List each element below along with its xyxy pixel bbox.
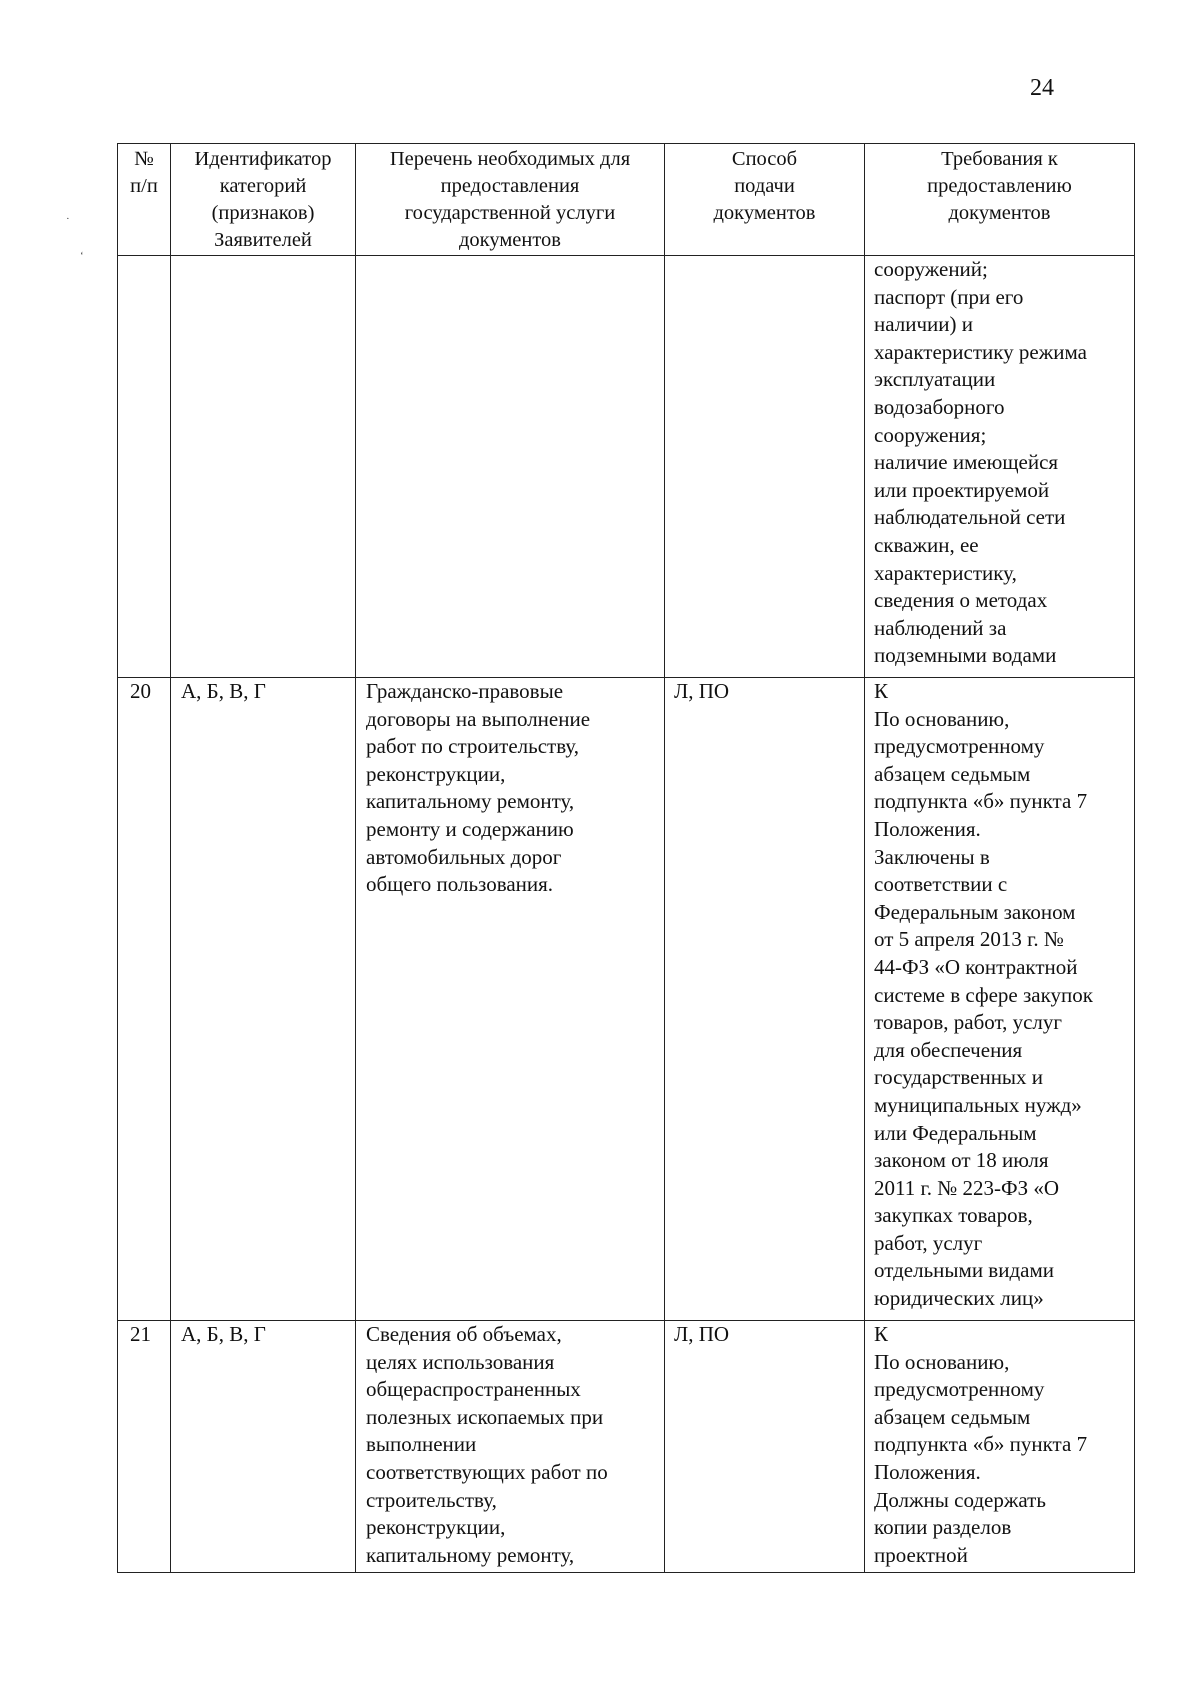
table-header-row [118,144,1135,256]
scan-mark: · [66,213,70,225]
cell-text-line: работ по строительству, [366,734,580,759]
cell-text-line: характеристику, [874,560,1017,585]
cell-text-line: категорий [219,175,307,197]
cell-text-line: Положения. [874,816,981,841]
cell-text-line: государственных и [874,1065,1044,1090]
cell-text-line: Гражданско-правовые [366,679,564,703]
cell-text-line: товаров, работ, услуг [874,1010,1063,1035]
row-requirements [865,1321,1135,1573]
cell-text-line: Идентификатор [194,148,332,170]
row-method [665,256,865,678]
cell-text-line: подпункта «б» пункта 7 [874,789,1088,814]
cell-text-line: документов [713,202,816,224]
header-required-documents [356,144,665,256]
cell-text-line: водозаборного [874,394,1005,419]
page-number: 24 [1030,75,1054,101]
cell-text-line: юридических лиц» [874,1286,1044,1311]
cell-text-line: наличии) и [874,312,973,337]
cell-text-line: соответствии с [874,872,1008,897]
cell-text-line: наличие имеющейся [874,450,1059,475]
cell-text-line: целях использования [366,1349,555,1374]
table-row [118,678,1135,1321]
cell-text-line: общего пользования. [366,872,554,897]
cell-text-line: подачи [734,175,795,197]
row-requirements [865,678,1135,1321]
cell-text-line: копии разделов [874,1515,1012,1540]
header-category-identifier [171,144,356,256]
cell-text-line: сведения о методах [874,588,1048,613]
cell-text-line: По основанию, [874,1349,1010,1374]
cell-text-line: муниципальных нужд» [874,1092,1082,1117]
cell-text-line: 44-ФЗ «О контрактной [874,954,1078,979]
row-number: 21 [118,1321,171,1573]
cell-text-line: полезных ископаемых при [366,1404,604,1429]
cell-text-line: ремонту и содержанию [366,816,574,841]
row-category: А, Б, В, Г [171,1321,356,1573]
row-category [171,256,356,678]
row-documents [356,256,665,678]
cell-text-line: сооружений; [874,257,988,281]
cell-text-line: предоставлению [927,175,1072,197]
documents-table [117,143,1135,1573]
row-number [118,256,171,678]
cell-text-line: реконструкции, [366,1515,506,1540]
cell-text-line: Способ [731,148,798,170]
cell-text-line: наблюдательной сети [874,505,1066,530]
cell-text-line: или проектируемой [874,477,1050,502]
cell-text-line: Заключены в [874,844,990,869]
table-row [118,256,1135,678]
cell-text-line: государственной услуги [404,202,616,224]
cell-text-line: Федеральным законом [874,899,1076,924]
cell-text-line: документов [459,229,561,251]
cell-text-line: 2011 г. № 223-ФЗ «О [874,1175,1060,1200]
cell-text-line: соответствующих работ по [366,1459,608,1484]
cell-text-line: сооружения; [874,422,987,447]
cell-text-line: эксплуатации [874,367,996,392]
row-method: Л, ПО [665,678,865,1321]
header-submission-method [665,144,865,256]
cell-text-line: К [874,1322,889,1346]
cell-text-line: предоставления [440,175,580,197]
cell-text-line: Перечень необходимых для [389,148,631,170]
cell-text-line: системе в сфере закупок [874,982,1093,1007]
cell-text-line: абзацем седьмым [874,761,1031,786]
cell-text-line: работ, услуг [874,1230,983,1255]
cell-text-line: капитальному ремонту, [366,789,575,814]
cell-text-line: К [874,679,889,703]
cell-text-line: общераспространенных [366,1377,581,1402]
cell-text-line: проектной [874,1542,968,1567]
cell-text-line: подземными водами [874,643,1057,668]
cell-text-line: от 5 апреля 2013 г. № [874,927,1064,952]
cell-text-line: Требования к [941,148,1058,170]
cell-text-line: выполнении [366,1432,477,1457]
cell-text-line: строительству, [366,1487,497,1512]
cell-text-line: (признаков) [211,202,315,224]
cell-text-line: предусмотренному [874,734,1045,759]
cell-text-line: скважин, ее [874,532,979,557]
cell-text-line: предусмотренному [874,1377,1045,1402]
row-requirements [865,256,1135,678]
cell-text-line: Должны содержать [874,1487,1046,1512]
cell-text-line: п/п [130,175,158,197]
row-category: А, Б, В, Г [171,678,356,1321]
cell-text-line: для обеспечения [874,1037,1023,1062]
cell-text-line: реконструкции, [366,761,506,786]
cell-text-line: или Федеральным [874,1120,1037,1145]
cell-text-line: абзацем седьмым [874,1404,1031,1429]
cell-text-line: Сведения об объемах, [366,1322,562,1346]
cell-text-line: характеристику режима [874,339,1087,364]
row-method: Л, ПО [665,1321,865,1573]
cell-text-line: капитальному ремонту, [366,1542,575,1567]
table-row [118,1321,1135,1573]
cell-text-line: № [134,148,154,170]
cell-text-line: закупках товаров, [874,1203,1033,1228]
cell-text-line: По основанию, [874,706,1010,731]
cell-text-line: Заявителей [214,229,312,251]
cell-text-line: договоры на выполнение [366,706,591,731]
cell-text-line: Положения. [874,1459,981,1484]
cell-text-line: автомобильных дорог [366,844,562,869]
row-documents [356,678,665,1321]
cell-text-line: подпункта «б» пункта 7 [874,1432,1088,1457]
cell-text-line: отдельными видами [874,1258,1054,1283]
row-number: 20 [118,678,171,1321]
cell-text-line: паспорт (при его [874,284,1024,309]
cell-text-line: документов [948,202,1051,224]
header-requirements [865,144,1135,256]
row-documents [356,1321,665,1573]
scan-mark: ‘ [80,250,84,262]
cell-text-line: законом от 18 июля [874,1148,1049,1173]
header-number [118,144,171,256]
cell-text-line: наблюдений за [874,615,1007,640]
